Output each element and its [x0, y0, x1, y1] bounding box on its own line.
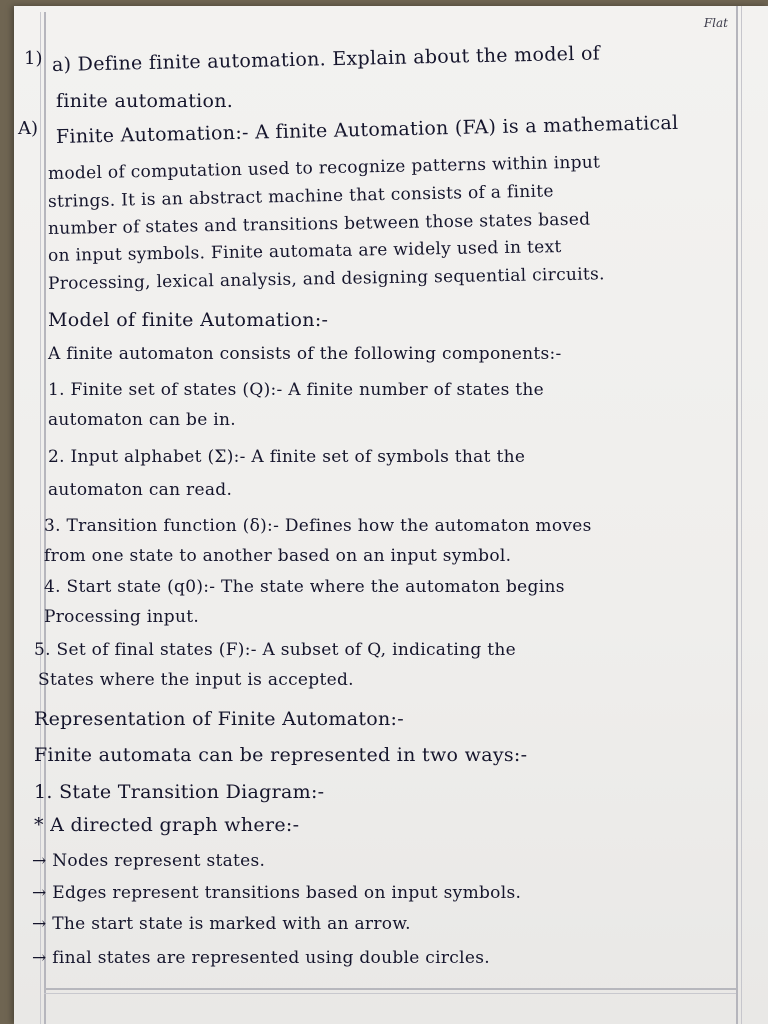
question-line-2: finite automation.: [56, 90, 234, 112]
corner-label: Flat: [703, 16, 728, 30]
bottom-border-rule-outer: [44, 993, 736, 994]
component-5-line-1: 5. Set of final states (F):- A subset of Q, indicating the: [34, 640, 516, 660]
bullet-start-state: → The start state is marked with an arrow.: [32, 914, 411, 934]
component-1-line-1: 1. Finite set of states (Q):- A finite number of states the: [48, 380, 545, 400]
bottom-border-rule: [44, 988, 736, 990]
component-4-line-2: Processing input.: [44, 607, 200, 627]
definition-line-3: strings. It is an abstract machine that consists of a finite: [47, 181, 554, 212]
definition-line-4: number of states and transitions between those states based: [47, 209, 591, 239]
bullet-edges: → Edges represent transitions based on input symbols.: [32, 883, 522, 903]
representation-intro: Finite automata can be represented in two ways:-: [34, 744, 528, 766]
component-3-line-1: 3. Transition function (δ):- Defines how the automaton moves: [44, 516, 592, 536]
definition-line-5: on input symbols. Finite automata are widely used in text: [47, 237, 562, 266]
definition-line-2: model of computation used to recognize patterns within input: [47, 152, 601, 184]
directed-graph-line: * A directed graph where:-: [34, 814, 300, 836]
component-5-line-2: States where the input is accepted.: [38, 670, 354, 690]
question-number: 1): [24, 48, 43, 69]
model-intro: A finite automaton consists of the following components:-: [48, 344, 562, 364]
definition-line-6: Processing, lexical analysis, and designing sequential circuits.: [47, 264, 605, 294]
component-4-line-1: 4. Start state (q0):- The state where the automaton begins: [44, 577, 565, 597]
margin-rule-inner: [40, 12, 41, 1024]
right-border-rule-outer: [741, 6, 742, 1024]
section-heading-representation: Representation of Finite Automaton:-: [34, 708, 404, 730]
question-line-1: a) Define finite automation. Explain about the model of: [51, 42, 601, 76]
component-3-line-2: from one state to another based on an input symbol.: [44, 546, 512, 566]
bullet-final-states: → final states are represented using double circles.: [32, 948, 490, 968]
answer-marker: A): [18, 118, 39, 139]
component-1-line-2: automaton can be in.: [48, 410, 236, 430]
right-border-rule: [736, 6, 738, 1024]
definition-line-1: Finite Automation:- A finite Automation (FA) is a mathematical: [55, 111, 679, 148]
subheading-state-diagram: 1. State Transition Diagram:-: [34, 781, 325, 803]
bullet-nodes: → Nodes represent states.: [32, 851, 266, 871]
component-2-line-2: automaton can read.: [48, 480, 233, 500]
component-2-line-1: 2. Input alphabet (Σ):- A finite set of symbols that the: [48, 447, 526, 467]
section-heading-model: Model of finite Automation:-: [48, 309, 329, 331]
notebook-page: [14, 6, 768, 1024]
